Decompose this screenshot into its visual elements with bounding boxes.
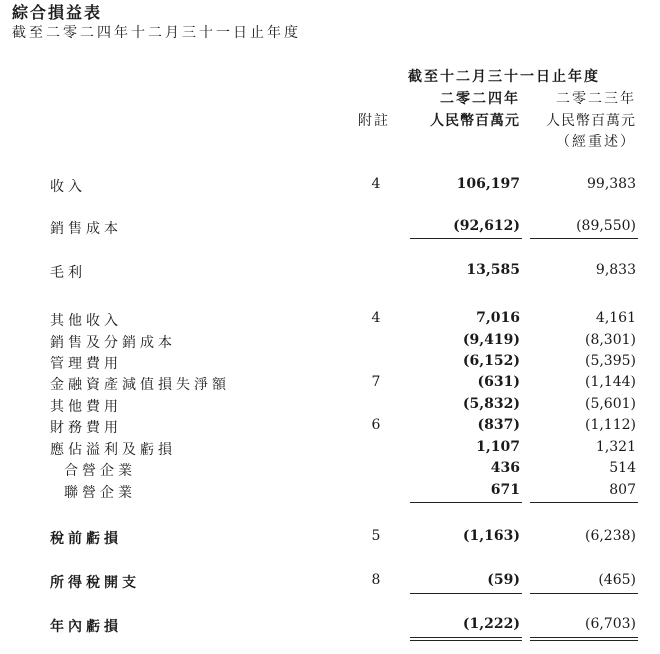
row-label: 毛利 bbox=[50, 265, 86, 281]
row-label: 管理費用 bbox=[50, 356, 122, 372]
subtotal-rule bbox=[530, 502, 638, 503]
row-prior-value: (5,601) bbox=[584, 396, 636, 412]
statement-subtitle: 截至二零二四年十二月三十一日止年度 bbox=[12, 25, 301, 41]
row-label: 聯營企業 bbox=[64, 485, 136, 501]
row-note: 8 bbox=[371, 572, 381, 588]
row-label: 其他收入 bbox=[50, 313, 122, 329]
prior-year-header: 二零二三年 bbox=[556, 91, 636, 107]
row-note: 5 bbox=[371, 528, 381, 544]
note-header: 附註 bbox=[358, 113, 390, 129]
row-current-value: 1,107 bbox=[476, 439, 520, 455]
period-header: 截至十二月三十一日止年度 bbox=[408, 69, 600, 85]
row-label: 所得稅開支 bbox=[50, 575, 140, 591]
current-unit-header: 人民幣百萬元 bbox=[430, 113, 520, 129]
restated-header: （經重述） bbox=[556, 134, 636, 150]
row-note: 4 bbox=[371, 176, 381, 192]
row-current-value: (837) bbox=[477, 417, 520, 433]
row-note: 4 bbox=[371, 310, 381, 326]
row-label: 銷售成本 bbox=[50, 221, 122, 237]
row-label: 應佔溢利及虧損 bbox=[50, 442, 176, 458]
row-current-value: (1,163) bbox=[462, 528, 520, 544]
row-prior-value: (5,395) bbox=[584, 353, 636, 369]
row-prior-value: 807 bbox=[609, 482, 636, 498]
statement-title: 綜合損益表 bbox=[12, 3, 103, 22]
subtotal-rule bbox=[530, 593, 638, 594]
row-prior-value: 4,161 bbox=[595, 310, 636, 326]
total-double-rule bbox=[410, 637, 522, 641]
row-label: 收入 bbox=[50, 179, 86, 195]
row-prior-value: (8,301) bbox=[584, 332, 636, 348]
prior-unit-header: 人民幣百萬元 bbox=[546, 113, 636, 129]
row-note: 7 bbox=[371, 374, 381, 390]
row-current-value: (5,832) bbox=[462, 396, 520, 412]
row-current-value: (9,419) bbox=[462, 332, 520, 348]
row-label: 稅前虧損 bbox=[50, 531, 122, 547]
row-prior-value: 514 bbox=[609, 460, 636, 476]
row-current-value: (6,152) bbox=[462, 353, 520, 369]
row-note: 6 bbox=[371, 417, 381, 433]
row-label: 財務費用 bbox=[50, 420, 122, 436]
row-current-value: (92,612) bbox=[453, 218, 520, 234]
row-prior-value: 9,833 bbox=[595, 262, 636, 278]
row-prior-value: (465) bbox=[598, 572, 636, 588]
row-prior-value: (6,703) bbox=[584, 616, 636, 632]
row-label: 金融資產減值損失淨額 bbox=[50, 377, 230, 393]
row-label: 銷售及分銷成本 bbox=[50, 335, 176, 351]
row-label: 年內虧損 bbox=[50, 619, 122, 635]
row-prior-value: 99,383 bbox=[587, 176, 636, 192]
row-current-value: 671 bbox=[490, 482, 520, 498]
subtotal-rule bbox=[410, 502, 522, 503]
total-double-rule bbox=[530, 637, 638, 641]
subtotal-rule bbox=[530, 238, 638, 239]
row-label: 其他費用 bbox=[50, 399, 122, 415]
subtotal-rule bbox=[410, 238, 522, 239]
row-prior-value: (1,112) bbox=[584, 417, 636, 433]
row-current-value: (631) bbox=[477, 374, 520, 390]
row-current-value: 436 bbox=[490, 460, 520, 476]
current-year-header: 二零二四年 bbox=[440, 91, 520, 107]
row-prior-value: (89,550) bbox=[576, 218, 636, 234]
row-current-value: (59) bbox=[487, 572, 520, 588]
row-current-value: 7,016 bbox=[476, 310, 520, 326]
row-current-value: 106,197 bbox=[456, 176, 520, 192]
row-prior-value: (1,144) bbox=[584, 374, 636, 390]
row-prior-value: 1,321 bbox=[595, 439, 636, 455]
subtotal-rule bbox=[410, 593, 522, 594]
row-label: 合營企業 bbox=[64, 463, 136, 479]
row-prior-value: (6,238) bbox=[584, 528, 636, 544]
row-current-value: 13,585 bbox=[466, 262, 520, 278]
row-current-value: (1,222) bbox=[462, 616, 520, 632]
